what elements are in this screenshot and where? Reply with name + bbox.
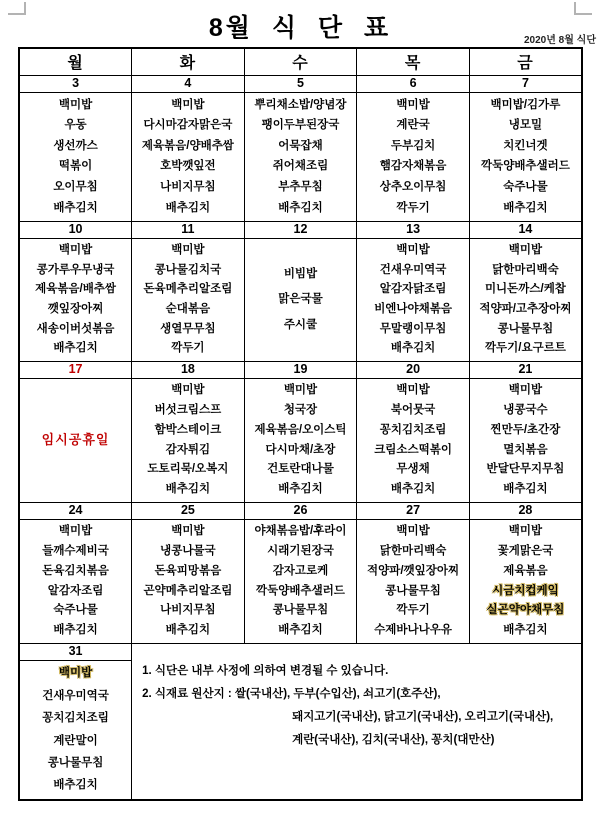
menu-item: 콩나물무침 — [47, 757, 104, 769]
menu-item: 백미밥 — [396, 525, 430, 538]
menu-item: 적양파/고추장아찌 — [479, 302, 572, 315]
menu-item: 무생채 — [396, 463, 430, 476]
menu-row — [19, 378, 582, 502]
menu-item: 배추김치 — [165, 201, 211, 214]
menu-item: 깍둑양배추샐러드 — [481, 160, 570, 173]
menu-cell — [19, 519, 132, 643]
menu-item: 백미밥 — [171, 244, 205, 256]
date-cell: 25 — [132, 502, 245, 519]
date-cell: 20 — [357, 361, 470, 378]
note-line: 2. 식재료 원산지 : 쌀(국내산), 두부(수입산), 쇠고기(호주산), — [142, 687, 441, 700]
menu-cell — [19, 378, 132, 502]
menu-cell — [357, 92, 470, 221]
menu-item: 돈육피망볶음 — [154, 564, 222, 577]
menu-cell — [19, 92, 132, 221]
menu-item: 백미밥 — [58, 98, 93, 111]
date-cell: 31 — [19, 643, 132, 660]
day-header-row — [19, 48, 582, 75]
menu-cell-content — [470, 379, 581, 502]
menu-item: 알감자닭조림 — [379, 283, 447, 296]
menu-item: 닭한마리백숙 — [379, 544, 447, 557]
menu-cell — [469, 378, 582, 502]
day-header: 수 — [244, 48, 357, 75]
menu-item: 백미밥 — [58, 244, 93, 256]
menu-row — [19, 92, 582, 221]
menu-item: 배추김치 — [165, 483, 211, 496]
menu-cell-content — [132, 93, 244, 221]
menu-item: 청국장 — [283, 403, 318, 416]
menu-item: 곤약메추리알조림 — [143, 584, 233, 597]
menu-item: 콩가루우무냉국 — [36, 263, 115, 276]
menu-item: 함박스테이크 — [154, 423, 222, 436]
date-row — [19, 643, 582, 660]
menu-cell — [132, 238, 245, 361]
menu-cell — [469, 519, 582, 643]
menu-item: 배추김치 — [278, 201, 323, 214]
menu-item: 배추김치 — [390, 483, 436, 496]
menu-item: 배추김치 — [165, 624, 211, 637]
menu-item: 감자튀김 — [165, 443, 211, 456]
menu-item: 백미밥 — [396, 98, 430, 111]
day-header: 금 — [469, 48, 582, 75]
menu-item: 계란국 — [396, 119, 430, 132]
menu-item: 맑은국물 — [278, 293, 323, 306]
menu-cell-content — [357, 379, 469, 502]
menu-item: 야채볶음밥/후라이 — [254, 525, 347, 538]
menu-cell — [244, 92, 357, 221]
menu-cell-content — [20, 520, 131, 643]
menu-cell-content — [245, 93, 357, 221]
menu-item: 도토리묵/오복지 — [147, 463, 229, 476]
menu-item: 백미밥 — [171, 98, 205, 111]
menu-item: 떡볶이 — [58, 160, 93, 173]
menu-item: 콩나물무침 — [385, 584, 441, 597]
menu-cell-content — [357, 93, 469, 221]
menu-item: 깍두기 — [171, 342, 205, 355]
menu-item: 미니돈까스/케찹 — [484, 283, 566, 296]
menu-item: 오이무침 — [53, 181, 98, 194]
menu-cell — [357, 378, 470, 502]
menu-item: 콩나물김치국 — [154, 263, 222, 276]
menu-item: 깍두기 — [396, 604, 430, 617]
date-cell: 11 — [132, 221, 245, 238]
menu-cell-content — [357, 239, 469, 361]
menu-item: 숙주나물 — [53, 604, 98, 617]
date-row — [19, 502, 582, 519]
menu-item: 백미밥 — [396, 244, 430, 256]
menu-item: 백미밥 — [58, 525, 93, 538]
date-row — [19, 75, 582, 92]
day-header: 월 — [19, 48, 132, 75]
menu-item: 숙주나물 — [503, 181, 548, 194]
menu-item: 깻잎장아찌 — [47, 302, 104, 315]
meal-plan-table-body — [19, 75, 582, 800]
date-cell: 3 — [19, 75, 132, 92]
menu-item: 냉모밀 — [508, 119, 543, 132]
menu-item: 호박깻잎전 — [160, 160, 216, 173]
menu-item: 꽁치김치조림 — [42, 712, 109, 725]
menu-item: 깍두기/요구르트 — [484, 342, 566, 355]
menu-row — [19, 519, 582, 643]
menu-cell-content — [20, 379, 131, 502]
menu-cell-content — [470, 93, 581, 221]
menu-cell — [132, 92, 245, 221]
menu-item: 순대볶음 — [165, 302, 211, 315]
date-cell: 14 — [469, 221, 582, 238]
menu-item: 알감자조림 — [47, 584, 104, 597]
menu-item: 배추김치 — [53, 342, 98, 355]
menu-item: 북어뭇국 — [390, 403, 436, 416]
menu-item: 콩나물무침 — [497, 322, 554, 335]
menu-item: 멸치볶음 — [503, 443, 548, 456]
menu-item: 건새우미역국 — [379, 263, 447, 276]
menu-item: 부추무침 — [278, 181, 323, 194]
menu-cell — [244, 378, 357, 502]
menu-cell — [19, 660, 132, 800]
date-cell: 21 — [469, 361, 582, 378]
note-line: 1. 식단은 내부 사정에 의하여 변경될 수 있습니다. — [142, 664, 389, 677]
menu-item: 비엔나야채볶음 — [374, 302, 452, 315]
menu-row — [19, 238, 582, 361]
menu-cell — [244, 238, 357, 361]
menu-item: 배추김치 — [53, 201, 98, 214]
menu-item: 깍둑양배추샐러드 — [256, 584, 345, 597]
menu-item: 적양파/깻잎장아찌 — [367, 564, 460, 577]
menu-item: 팽이두부된장국 — [261, 119, 340, 132]
menu-cell-content — [132, 239, 244, 361]
day-header: 화 — [132, 48, 245, 75]
menu-item: 백미밥 — [508, 384, 543, 397]
menu-item: 계란말이 — [53, 734, 98, 747]
menu-item: 실곤약야채무침 — [486, 604, 565, 617]
menu-item: 배추김치 — [53, 779, 98, 792]
menu-item: 돈육김치볶음 — [42, 564, 109, 577]
page-subtitle: 2020년 8월 식단 — [523, 35, 596, 46]
menu-item: 무말랭이무침 — [379, 322, 447, 335]
menu-item: 뿌리채소밥/양념장 — [254, 98, 347, 111]
menu-cell — [357, 238, 470, 361]
day-header: 목 — [357, 48, 470, 75]
menu-item: 돈육메추리알조림 — [143, 283, 233, 296]
date-cell: 7 — [469, 75, 582, 92]
menu-item: 제육볶음 — [503, 564, 548, 577]
menu-cell — [469, 92, 582, 221]
menu-item: 배추김치 — [503, 201, 548, 214]
menu-item: 시금치컵케잌 — [492, 584, 559, 597]
holiday-label: 임시공휴일 — [41, 431, 110, 447]
date-cell: 6 — [357, 75, 470, 92]
menu-item: 배추김치 — [503, 483, 548, 496]
menu-item: 제육볶음/오이스틱 — [254, 423, 347, 436]
date-cell: 28 — [469, 502, 582, 519]
menu-item: 제육볶음/양배추쌈 — [141, 139, 234, 152]
date-cell: 24 — [19, 502, 132, 519]
menu-cell — [469, 238, 582, 361]
menu-item: 닭한마리백숙 — [492, 263, 559, 276]
menu-item: 비빔밥 — [283, 267, 318, 280]
menu-item: 두부김치 — [390, 139, 436, 152]
menu-item: 냉콩나물국 — [160, 544, 216, 557]
date-cell: 17 — [19, 361, 132, 378]
meal-plan-table-head — [19, 48, 582, 75]
menu-item: 우동 — [64, 119, 87, 132]
menu-item: 백미밥 — [283, 384, 318, 397]
date-row — [19, 221, 582, 238]
menu-item: 백미밥 — [171, 384, 205, 397]
menu-item: 반달단무지무침 — [486, 463, 565, 476]
menu-cell — [244, 519, 357, 643]
menu-cell-content — [132, 520, 244, 643]
menu-item: 백미밥/김가루 — [490, 98, 561, 111]
menu-item: 배추김치 — [503, 624, 548, 637]
menu-cell — [357, 519, 470, 643]
menu-item: 감자고로케 — [272, 564, 329, 577]
note-line: 돼지고기(국내산), 닭고기(국내산), 오리고기(국내산), — [292, 710, 554, 723]
date-cell: 19 — [244, 361, 357, 378]
menu-item: 들깨수제비국 — [42, 544, 109, 557]
date-cell: 12 — [244, 221, 357, 238]
menu-cell-content — [20, 239, 131, 361]
menu-item: 백미밥 — [58, 667, 93, 680]
menu-item: 배추김치 — [278, 624, 323, 637]
menu-item: 백미밥 — [508, 244, 543, 256]
menu-item: 생열무무침 — [160, 322, 216, 335]
notes-cell — [132, 643, 582, 800]
date-cell: 18 — [132, 361, 245, 378]
menu-cell-content — [470, 239, 581, 361]
date-cell: 13 — [357, 221, 470, 238]
meal-plan-table — [18, 47, 583, 801]
menu-item: 다시마채/초장 — [265, 443, 336, 456]
menu-cell-content — [245, 520, 357, 643]
menu-item: 배추김치 — [53, 624, 98, 637]
menu-item: 새송이버섯볶음 — [36, 322, 115, 335]
menu-item: 깍두기 — [396, 201, 430, 214]
menu-item: 배추김치 — [390, 342, 436, 355]
menu-cell — [132, 378, 245, 502]
menu-item: 건토란대나물 — [267, 463, 334, 476]
menu-cell-content — [20, 93, 131, 221]
menu-item: 꽃게맑은국 — [497, 544, 554, 557]
date-cell: 4 — [132, 75, 245, 92]
menu-item: 냉콩국수 — [503, 403, 548, 416]
menu-cell — [132, 519, 245, 643]
menu-item: 백미밥 — [508, 525, 543, 538]
menu-cell — [19, 238, 132, 361]
menu-item: 배추김치 — [278, 483, 323, 496]
menu-cell-content — [132, 379, 244, 502]
menu-item: 찐만두/초간장 — [490, 423, 561, 436]
page-title: 8월 식 단 표 — [208, 14, 392, 42]
note-line: 계란(국내산), 김치(국내산), 꽁치(대만산) — [292, 733, 495, 746]
menu-item: 꽁치김치조림 — [379, 423, 447, 436]
date-cell: 5 — [244, 75, 357, 92]
menu-item: 상추오이무침 — [379, 181, 447, 194]
menu-item: 나비지무침 — [160, 181, 216, 194]
menu-item: 수제바나나우유 — [374, 624, 452, 637]
menu-item: 쥐어채조림 — [272, 160, 329, 173]
menu-item: 콩나물무침 — [272, 604, 329, 617]
menu-item: 햄감자채볶음 — [379, 160, 447, 173]
menu-item: 나비지무침 — [160, 604, 216, 617]
menu-item: 생선까스 — [53, 139, 98, 152]
menu-item: 백미밥 — [396, 384, 430, 397]
menu-item: 주시쿨 — [283, 318, 318, 331]
date-row — [19, 361, 582, 378]
menu-item: 치킨너겟 — [503, 139, 548, 152]
date-cell: 26 — [244, 502, 357, 519]
menu-cell-content — [245, 239, 357, 361]
menu-item: 백미밥 — [171, 525, 205, 538]
menu-cell-content — [470, 520, 581, 643]
menu-item: 건새우미역국 — [42, 689, 109, 702]
date-cell: 27 — [357, 502, 470, 519]
menu-cell-content — [357, 520, 469, 643]
date-cell: 10 — [19, 221, 132, 238]
menu-item: 버섯크림스프 — [154, 403, 222, 416]
menu-cell-content — [20, 661, 131, 800]
menu-item: 제육볶음/배추쌈 — [35, 283, 117, 296]
menu-cell-content — [245, 379, 357, 502]
menu-item: 다시마감자맑은국 — [143, 119, 233, 132]
menu-item: 시래기된장국 — [267, 544, 334, 557]
menu-item: 어묵잡채 — [278, 139, 323, 152]
menu-item: 크림소스떡볶이 — [374, 443, 452, 456]
